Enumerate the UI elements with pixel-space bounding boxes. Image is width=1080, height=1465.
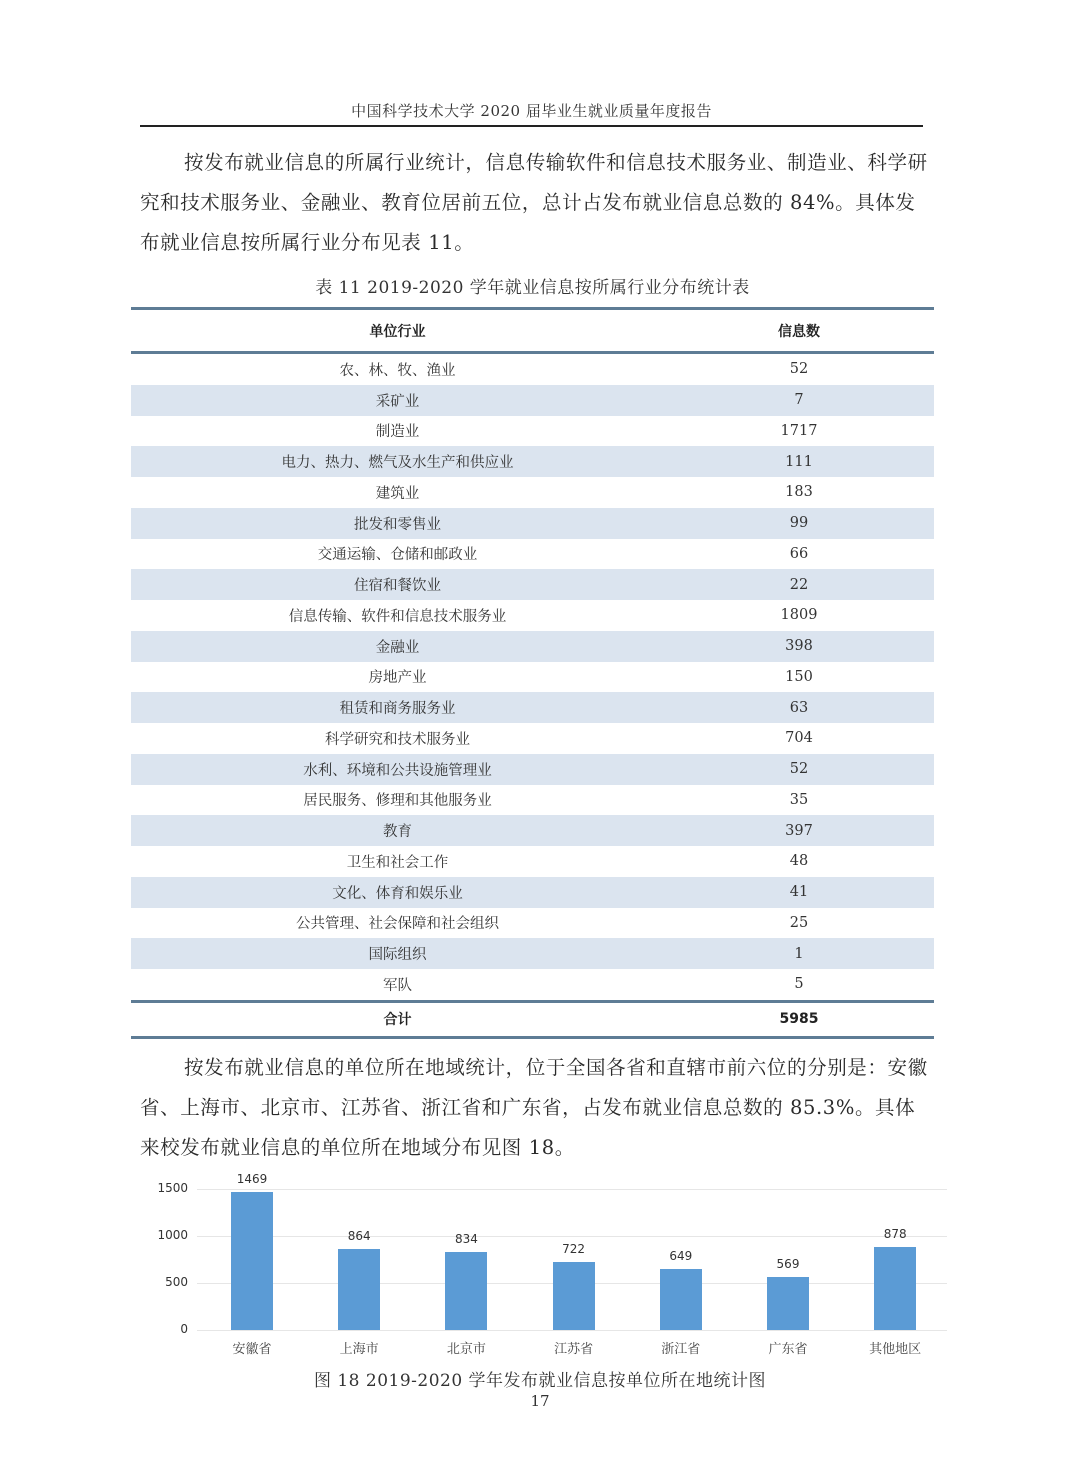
- industry-name-cell: 采矿业: [131, 385, 664, 416]
- table-row: [131, 969, 934, 1001]
- bar: [660, 1269, 702, 1330]
- count-cell: 66: [789, 545, 809, 562]
- x-category-label: 广东省: [768, 1342, 808, 1357]
- figure-caption: 图 18 2019-2020 学年发布就业信息按单位所在地统计图: [313, 1371, 767, 1391]
- table-row: [131, 446, 934, 477]
- table-caption: 表 11 2019-2020 学年就业信息按所属行业分布统计表: [315, 278, 750, 298]
- industry-name-cell: 军队: [383, 977, 412, 994]
- page-number: 17: [530, 1392, 550, 1410]
- industry-name-cell: 建筑业: [375, 485, 420, 502]
- industry-name-cell: 租赁和商务服务业: [131, 692, 664, 723]
- x-category-label: 其他地区: [869, 1342, 922, 1357]
- count-cell: 704: [785, 730, 813, 747]
- count-cell: 52: [789, 361, 809, 378]
- industry-name-cell: 交通运输、仓储和邮政业: [317, 547, 478, 564]
- table-row: [131, 600, 934, 631]
- industry-table: [131, 307, 934, 1039]
- header-rule: [140, 125, 923, 127]
- industry-name-cell: 教育: [131, 815, 664, 846]
- bar: [553, 1262, 595, 1330]
- industry-name-cell: 公共管理、社会保障和社会组织: [296, 916, 499, 933]
- bar-value-label: 834: [454, 1231, 478, 1246]
- table-header-row: [131, 309, 934, 353]
- gridline: [197, 1330, 947, 1331]
- bar-value-label: 722: [562, 1242, 586, 1257]
- industry-name-cell: 金融业: [131, 631, 664, 662]
- count-cell: 7: [664, 385, 934, 416]
- table-row: [131, 692, 934, 723]
- table-row: [131, 539, 934, 570]
- industry-name-cell: 制造业: [375, 424, 420, 441]
- table-row: [131, 908, 934, 939]
- count-cell: 1809: [780, 607, 818, 624]
- industry-name-cell: 国际组织: [131, 938, 664, 969]
- count-cell: 183: [785, 484, 813, 501]
- table-row: [131, 631, 934, 662]
- region-intro-text: 按发布就业信息的单位所在地域统计，位于全国各省和直辖市前六位的分别是：安徽省、上海市、北京市、江苏省、浙江省和广东省，占发布就业信息总数的 85.3%。具体来校发布就业信息的单位所在地域分布见图 18。: [140, 1056, 928, 1159]
- industry-name-cell: 信息传输、软件和信息技术服务业: [288, 608, 507, 625]
- table-row: [131, 938, 934, 969]
- x-category-label: 安徽省: [232, 1342, 272, 1357]
- bar-value-label: 864: [347, 1228, 371, 1243]
- industry-name-cell: 住宿和餐饮业: [131, 569, 664, 600]
- region-intro-paragraph: [140, 1048, 930, 1168]
- column-header-count: 信息数: [664, 309, 934, 353]
- count-cell: 48: [789, 853, 809, 870]
- industry-name-cell: 电力、热力、燃气及水生产和供应业: [131, 446, 664, 477]
- bar: [445, 1252, 487, 1330]
- industry-name-cell: 农、林、牧、渔业: [339, 362, 456, 379]
- table-row: [131, 723, 934, 754]
- count-cell: 52: [664, 754, 934, 785]
- industry-name-cell: 文化、体育和娱乐业: [131, 877, 664, 908]
- count-cell: 397: [664, 815, 934, 846]
- count-cell: 111: [664, 446, 934, 477]
- count-cell: 25: [789, 914, 809, 931]
- count-cell: 63: [664, 692, 934, 723]
- industry-name-cell: 卫生和社会工作: [346, 854, 449, 871]
- bar: [874, 1247, 916, 1330]
- x-category-label: 浙江省: [661, 1342, 701, 1357]
- count-cell: 398: [664, 631, 934, 662]
- x-category-label: 北京市: [446, 1342, 486, 1357]
- total-value-cell: 5985: [664, 1001, 934, 1037]
- y-tick-label: 0: [180, 1322, 188, 1336]
- industry-name-cell: 水利、环境和公共设施管理业: [131, 754, 664, 785]
- count-cell: 150: [785, 668, 813, 685]
- table-row: [131, 846, 934, 877]
- industry-name-cell: 科学研究和技术服务业: [325, 731, 470, 748]
- industry-name-cell: 批发和零售业: [131, 508, 664, 539]
- count-cell: 41: [664, 877, 934, 908]
- count-cell: 99: [664, 508, 934, 539]
- y-tick-label: 1500: [157, 1181, 188, 1195]
- column-header-industry: 单位行业: [131, 309, 664, 353]
- bar: [231, 1192, 273, 1330]
- count-cell: 1717: [780, 422, 818, 439]
- gridline: [197, 1189, 947, 1190]
- table-row: [131, 385, 934, 416]
- bar-value-label: 649: [669, 1248, 693, 1263]
- bar: [338, 1249, 380, 1330]
- industry-name-cell: 居民服务、修理和其他服务业: [303, 793, 492, 810]
- y-tick-label: 1000: [157, 1228, 188, 1242]
- table-row: [131, 754, 934, 785]
- industry-intro-text: 按发布就业信息的所属行业统计，信息传输软件和信息技术服务业、制造业、科学研究和技术服务业、金融业、教育位居前五位，总计占发布就业信息总数的 84%。具体发布就业信息按所属行业分布见表 11。: [140, 151, 928, 254]
- count-cell: 5: [794, 976, 804, 993]
- x-category-label: 江苏省: [554, 1342, 594, 1357]
- y-tick-label: 500: [165, 1275, 188, 1289]
- bar-value-label: 569: [776, 1256, 800, 1271]
- gridline: [197, 1236, 947, 1237]
- region-bar-chart: [150, 1171, 950, 1358]
- bar: [767, 1277, 809, 1330]
- table-row: [131, 877, 934, 908]
- table-row: [131, 662, 934, 693]
- count-cell: 22: [664, 569, 934, 600]
- table-row: [131, 416, 934, 447]
- table-row: [131, 353, 934, 385]
- page-header-title: 中国科学技术大学 2020 届毕业生就业质量年度报告: [351, 102, 712, 120]
- count-cell: 35: [789, 791, 809, 808]
- table-total-row: [131, 1001, 934, 1037]
- table-row: [131, 508, 934, 539]
- table-row: [131, 569, 934, 600]
- industry-name-cell: 房地产业: [368, 670, 427, 687]
- industry-intro-paragraph: [140, 143, 930, 263]
- table-row: [131, 785, 934, 816]
- bar-value-label: 878: [883, 1227, 907, 1242]
- table-row: [131, 815, 934, 846]
- bar-value-label: 1469: [236, 1171, 268, 1186]
- count-cell: 1: [664, 938, 934, 969]
- table-row: [131, 477, 934, 508]
- total-label-cell: 合计: [131, 1001, 664, 1037]
- x-category-label: 上海市: [339, 1342, 379, 1357]
